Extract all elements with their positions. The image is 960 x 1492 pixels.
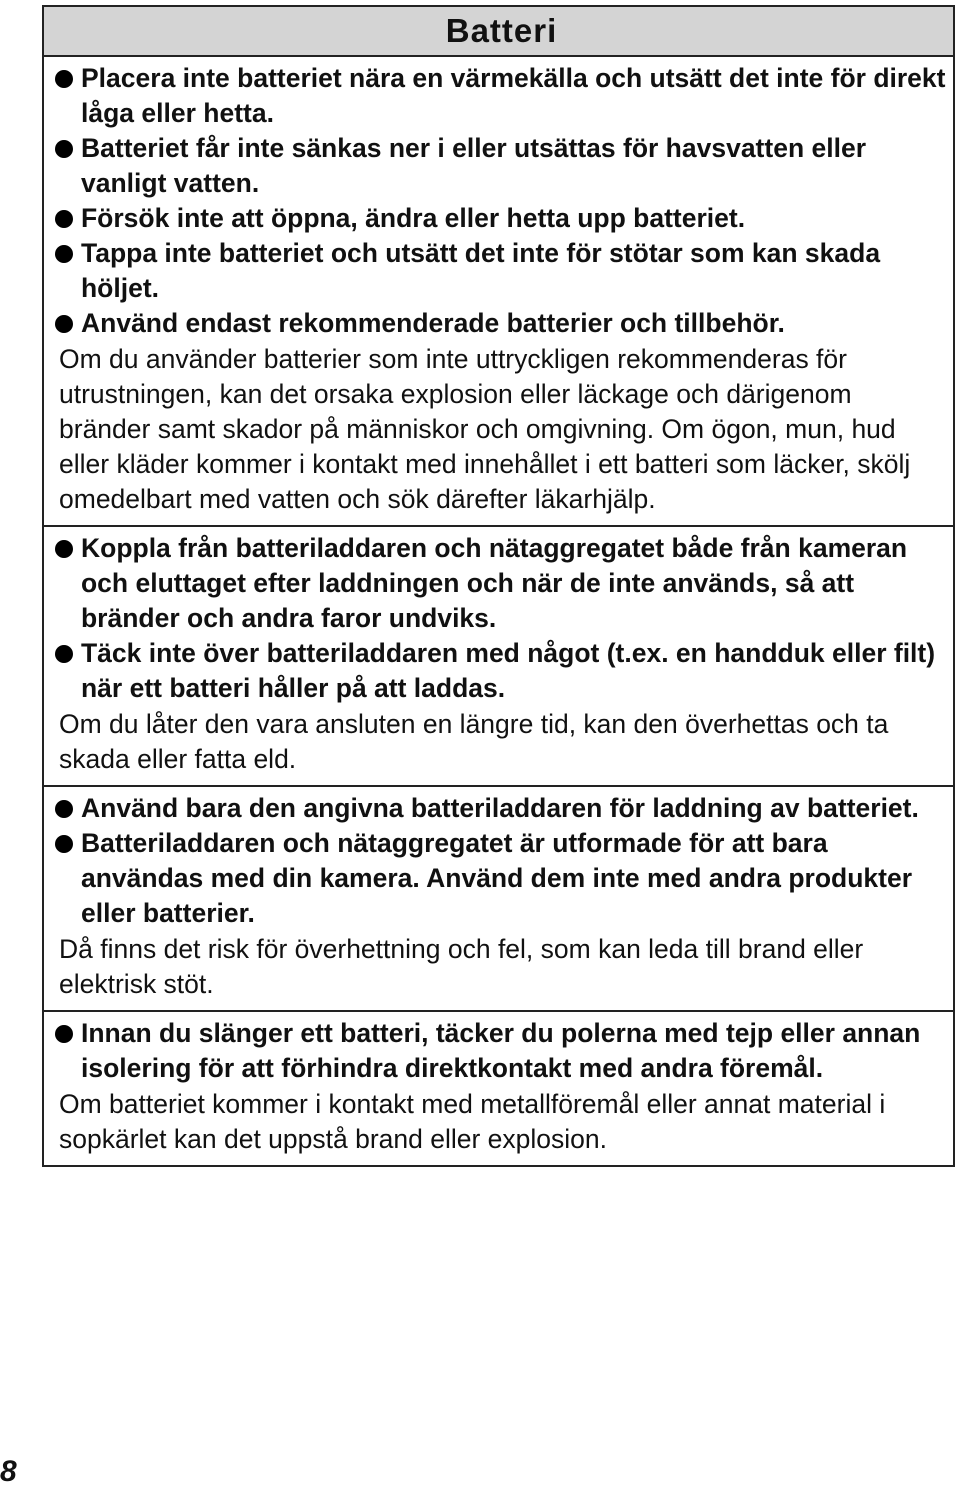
warning-note: Då finns det risk för överhettning och fel, som kan leda till brand eller elektrisk stöt. — [59, 934, 864, 999]
warning-note: Om du låter den vara ansluten en längre tid, kan den överhettas och ta skada eller fatta eld. — [59, 709, 889, 774]
warning-item-text: Koppla från batteriladdaren och nätaggregatet både från kameran och eluttaget efter laddningen och när de inte används, så att bränder och andra faror undviks. — [81, 533, 908, 633]
bullet-icon — [55, 645, 73, 663]
warning-item — [52, 236, 947, 306]
warning-section-2 — [44, 527, 953, 787]
warning-item-text: Batteriet får inte sänkas ner i eller utsättas för havsvatten eller vanligt vatten. — [81, 133, 867, 198]
warning-item-text: Försök inte att öppna, ändra eller hetta upp batteriet. — [81, 203, 746, 233]
warning-note: Om du använder batterier som inte uttryckligen rekommenderas för utrustningen, kan det orsaka explosion eller läckage och därigenom bränder samt skador på människor och omgivning. Om ögon, mun, hud eller kläder kommer i kontakt med innehållet i ett batteri som läcker, skölj omedelbart med vatten och sök därefter läkarhjälp. — [59, 344, 911, 514]
warning-section-3 — [44, 787, 953, 1012]
warning-item-text: Använd bara den angivna batteriladdaren för laddning av batteriet. — [81, 793, 919, 823]
warning-item — [52, 131, 947, 201]
bullet-icon — [55, 835, 73, 853]
warning-section-4 — [44, 1012, 953, 1165]
bullet-icon — [55, 245, 73, 263]
warning-item-text: Placera inte batteriet nära en värmekälla och utsätt det inte för direkt låga eller hetta. — [81, 63, 946, 128]
section-header — [44, 7, 953, 57]
warning-item-text: Tappa inte batteriet och utsätt det inte för stötar som kan skada höljet. — [81, 238, 881, 303]
warning-item — [52, 636, 947, 706]
bullet-icon — [55, 140, 73, 158]
bullet-icon — [55, 800, 73, 818]
warning-section-1 — [44, 57, 953, 527]
warning-item-text: Innan du slänger ett batteri, täcker du polerna med tejp eller annan isolering för att förhindra direktkontakt med andra föremål. — [81, 1018, 921, 1083]
warning-item — [52, 201, 947, 236]
bullet-icon — [55, 315, 73, 333]
battery-warning-box — [42, 5, 955, 1167]
warning-item — [52, 791, 947, 826]
bullet-icon — [55, 1025, 73, 1043]
bullet-icon — [55, 210, 73, 228]
warning-item — [52, 826, 947, 931]
page-number: 8 — [0, 1455, 17, 1488]
warning-item — [52, 531, 947, 636]
warning-item-text: Batteriladdaren och nätaggregatet är utformade för att bara användas med din kamera. Använd dem inte med andra produkter eller batterier. — [81, 828, 913, 928]
warning-item — [52, 306, 947, 341]
warning-item-text: Täck inte över batteriladdaren med något (t.ex. en handduk eller filt) när ett batteri håller på att laddas. — [81, 638, 936, 703]
warning-item — [52, 61, 947, 131]
bullet-icon — [55, 540, 73, 558]
bullet-icon — [55, 70, 73, 88]
page-title: Batteri — [445, 12, 558, 49]
warning-note: Om batteriet kommer i kontakt med metallföremål eller annat material i sopkärlet kan det uppstå brand eller explosion. — [59, 1089, 886, 1154]
warning-item-text: Använd endast rekommenderade batterier och tillbehör. — [81, 308, 785, 338]
warning-item — [52, 1016, 947, 1086]
